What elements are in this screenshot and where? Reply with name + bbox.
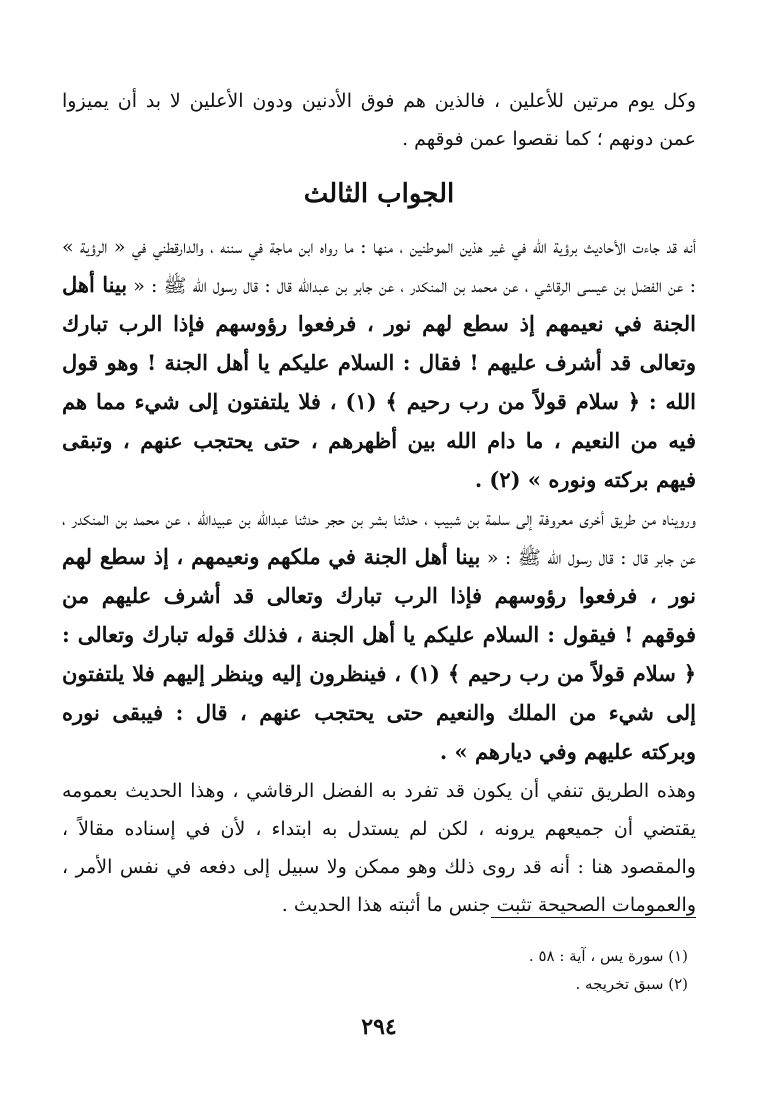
footnote-number: (١) [668, 947, 688, 965]
page-number: ٢٩٤ [361, 1014, 397, 1040]
intro-paragraph: وكل يوم مرتين للأعلين ، فالذين هم فوق الأدنين ودون الأعلين لا بد أن يميزوا عمن دونهم ؛ كما نقصوا عمن فوقهم . [62, 90, 696, 150]
chain-of-narration-1: أنه قد جاءت الأحاديث برؤية الله في غير هذين الموطنين ، منها : ما رواه ابن ماجة في سننه ، والدارقطني في « الرؤية » : عن الفضل بن عيسى الرقاشي ، عن محمد بن المنكدر ، عن جابر بن عبدالله قال : قال رسول الله ﷺ : « [62, 236, 696, 297]
hadith-text-2: بينا أهل الجنة في ملكهم ونعيمهم ، إذ سطع لهم نور ، فرفعوا رؤوسهم فإذا الرب تبارك وتعالى قد أشرف عليهم من فوقهم ! فيقول : السلام عليكم يا أهل الجنة ، فذلك قوله تبارك وتعالى : ﴿ سلام قولاً من رب رحيم ﴾ (١) ، فينظرون إليه وينظر إليهم فلا يلتفتون إلى شيء من الملك والنعيم حتى يحتجب عنهم ، قال : فيبقى نوره وبركته عليهم وفي ديارهم » . [62, 544, 696, 764]
footnote-text: سبق تخريجه . [575, 975, 664, 993]
section-heading: الجواب الثالث [303, 179, 455, 209]
footnote-text: سورة يس ، آية : ٥٨ . [528, 947, 664, 965]
footnote-separator [491, 917, 696, 918]
paragraph-commentary: وهذه الطريق تنفي أن يكون قد تفرد به الفضل الرقاشي ، وهذا الحديث بعمومه يقتضي أن جميعهم يرونه ، لكن لم يستدل به ابتداء ، لأن في إسناده مقالاً ، والمقصود هنا : أنه قد روى ذلك وهو ممكن ولا سبيل إلى دفعه في نفس الأمر ، والعمومات الصحيحة تثبت جنس ما أثبته هذا الحديث . [62, 780, 696, 916]
footnote-number: (٢) [668, 975, 688, 993]
footnote-1 [529, 944, 688, 968]
page-body [62, 82, 696, 924]
hadith-text-1: بينا أهل الجنة في نعيمهم إذ سطع لهم نور ، فرفعوا رؤوسهم فإذا الرب تبارك وتعالى قد أشرف عليهم ! فقال : السلام عليكم يا أهل الجنة ! وهو قول الله : ﴿ سلام قولاً من رب رحيم ﴾ (١) ، فلا يلتفتون إلى شيء مما هم فيه من النعيم ، ما دام الله بين أظهرهم ، حتى يحتجب عنهم ، وتبقى فيهم بركته ونوره » (٢) . [62, 272, 696, 492]
paragraph-hadith-1 [62, 228, 696, 500]
paragraph-hadith-2 [62, 500, 696, 772]
footnote-2 [575, 972, 688, 996]
chain-of-narration-2: ورويناه من طريق أخرى معروفة إلى سلمة بن شبيب ، حدثنا بشر بن حجر حدثنا عبدالله بن عبيدالله ، عن محمد بن المنكدر ، عن جابر قال : قال رسول الله ﷺ : « [62, 508, 696, 569]
